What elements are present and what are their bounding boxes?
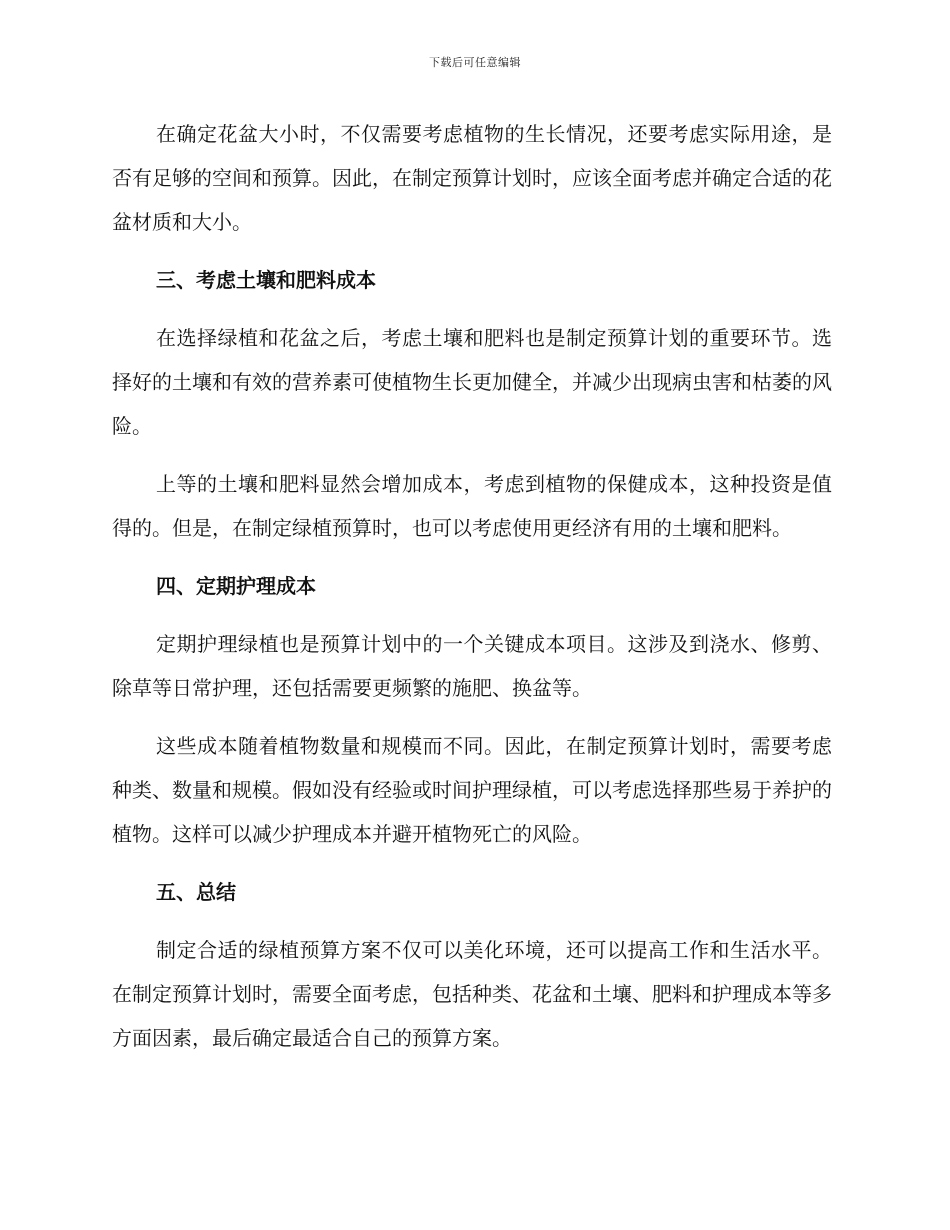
page-header: 下载后可任意编辑 <box>429 56 521 69</box>
section-heading: 五、总结 <box>156 880 236 904</box>
paragraph: 定期护理绿植也是预算计划中的一个关键成本项目。这涉及到浇水、修剪、除草等日常护理，还包括需要更频繁的施肥、换盆等。 <box>112 632 832 700</box>
document-body <box>112 112 832 1074</box>
paragraph: 制定合适的绿植预算方案不仅可以美化环境，还可以提高工作和生活水平。在制定预算计划时，需要全面考虑，包括种类、花盆和土壤、肥料和护理成本等多方面因素，最后确定最适合自己的预算方案。 <box>112 938 832 1050</box>
section-heading: 四、定期护理成本 <box>156 574 316 598</box>
paragraph: 这些成本随着植物数量和规模而不同。因此，在制定预算计划时，需要考虑种类、数量和规模。假如没有经验或时间护理绿植，可以考虑选择那些易于养护的植物。这样可以减少护理成本并避开植物死亡的风险。 <box>112 734 832 846</box>
paragraph: 在选择绿植和花盆之后，考虑土壤和肥料也是制定预算计划的重要环节。选择好的土壤和有效的营养素可使植物生长更加健全，并减少出现病虫害和枯萎的风险。 <box>112 326 832 438</box>
section-heading: 三、考虑土壤和肥料成本 <box>156 268 376 292</box>
paragraph: 上等的土壤和肥料显然会增加成本，考虑到植物的保健成本，这种投资是值得的。但是，在制定绿植预算时，也可以考虑使用更经济有用的土壤和肥料。 <box>112 472 832 540</box>
paragraph: 在确定花盆大小时，不仅需要考虑植物的生长情况，还要考虑实际用途，是否有足够的空间和预算。因此，在制定预算计划时，应该全面考虑并确定合适的花盆材质和大小。 <box>112 122 832 234</box>
